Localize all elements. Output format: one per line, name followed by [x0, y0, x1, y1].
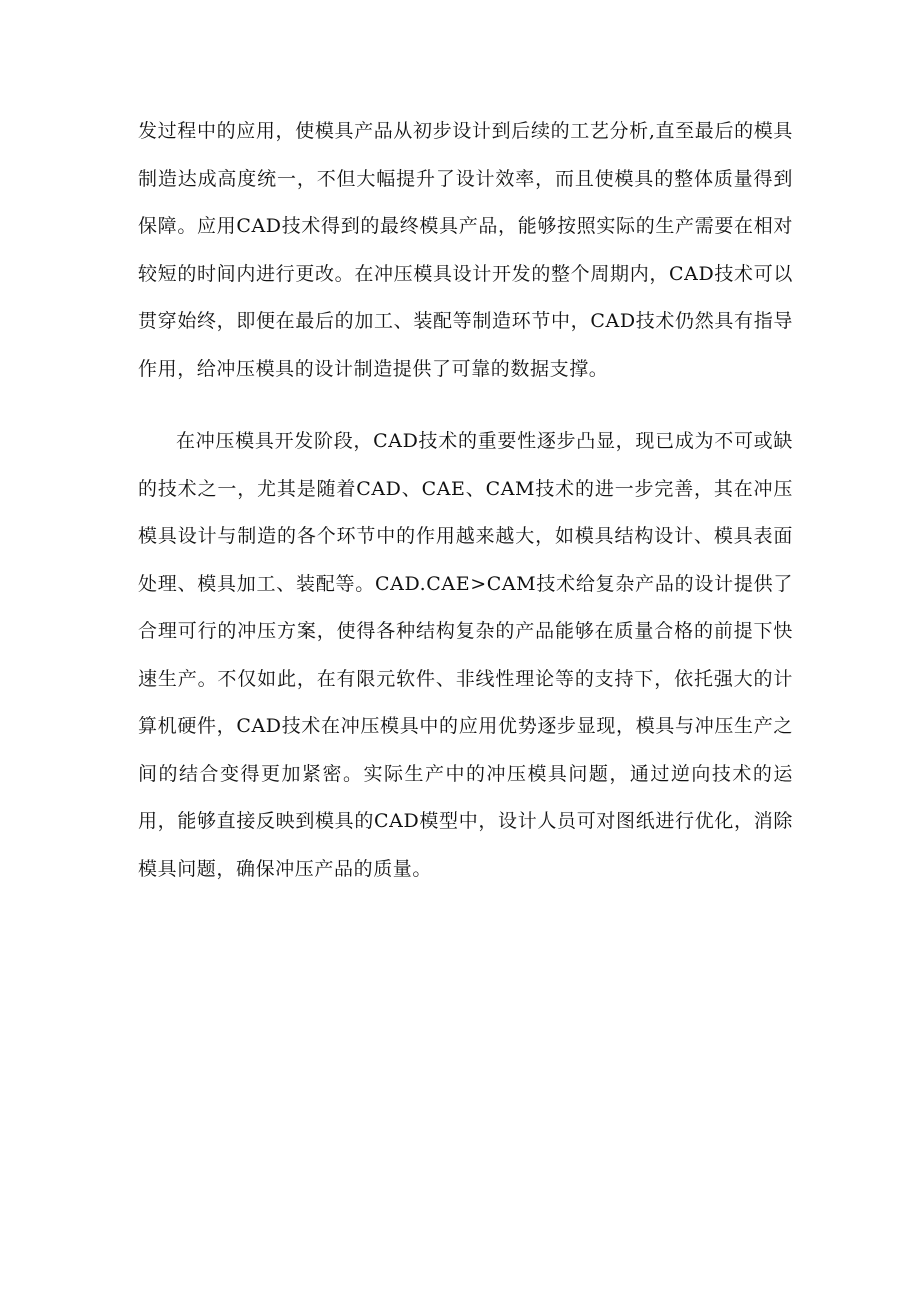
paragraph-cad-importance: 在冲压模具开发阶段，CAD技术的重要性逐步凸显，现已成为不可或缺的技术之一，尤其是随着CAD、CAE、CAM技术的进一步完善，其在冲压模具设计与制造的各个环节中的作用越来越大，如模具结构设计、模具表面处理、模具加工、装配等。CAD.CAE>CAM技术给复杂产品的设计提供了合理可行的冲压方案，使得各种结构复杂的产品能够在质量合格的前提下快速生产。不仅如此，在有限元软件、非线性理论等的支持下，依托强大的计算机硬件，CAD技术在冲压模具中的应用优势逐步显现，模具与冲压生产之间的结合变得更加紧密。实际生产中的冲压模具问题，通过逆向技术的运用，能够直接反映到模具的CAD模型中，设计人员可对图纸进行优化，消除模具问题，确保冲压产品的质量。 [138, 430, 793, 880]
paragraph-continued: 发过程中的应用，使模具产品从初步设计到后续的工艺分析,直至最后的模具制造达成高度统一，不但大幅提升了设计效率，而且使模具的整体质量得到保障。应用CAD技术得到的最终模具产品，能够按照实际的生产需要在相对较短的时间内进行更改。在冲压模具设计开发的整个周期内，CAD技术可以贯穿始终，即便在最后的加工、装配等制造环节中，CAD技术仍然具有指导作用，给冲压模具的设计制造提供了可靠的数据支撑。 [138, 120, 793, 380]
